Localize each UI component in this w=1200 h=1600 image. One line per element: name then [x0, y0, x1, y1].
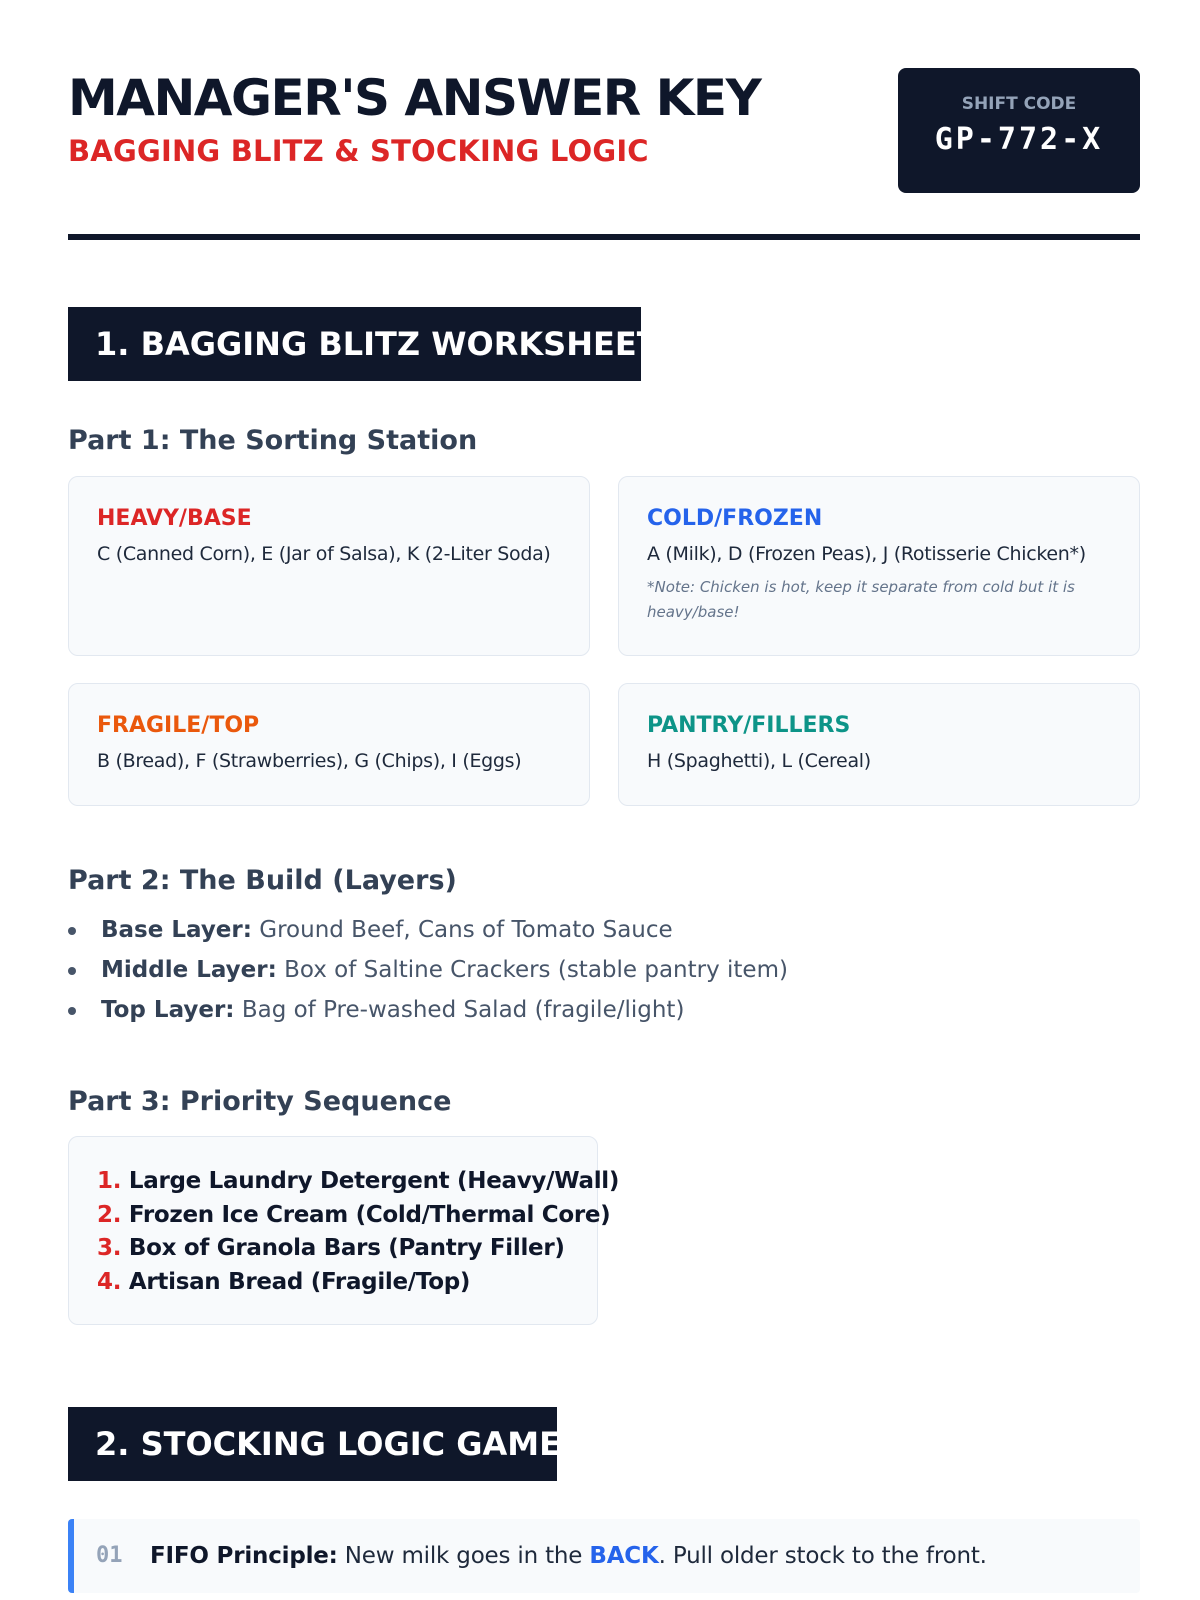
- shift-code-label: SHIFT CODE: [961, 94, 1077, 114]
- answer-key-page: [68, 0, 1140, 1600]
- priority-text: Artisan Bread (Fragile/Top): [128, 1268, 471, 1295]
- layer-items: Bag of Pre-washed Salad (fragile/light): [241, 997, 685, 1023]
- priority-text: Large Laundry Detergent (Heavy/Wall): [128, 1168, 620, 1194]
- priority-item: [97, 1266, 597, 1300]
- section-2-banner: 2. STOCKING LOGIC GAME: [68, 1407, 557, 1481]
- shift-code-value: GP-772-X: [934, 122, 1104, 157]
- page-subtitle: BAGGING BLITZ & STOCKING LOGIC: [68, 134, 649, 168]
- sorting-card-title: FRAGILE/TOP: [97, 713, 260, 738]
- part-3-heading: Part 3: Priority Sequence: [68, 1086, 452, 1117]
- priority-sequence-box: [68, 1136, 620, 1325]
- layer-name: Middle Layer:: [101, 957, 277, 983]
- sorting-card-title: PANTRY/FILLERS: [647, 713, 851, 738]
- bullet-icon: [68, 927, 76, 935]
- priority-number: 3.: [97, 1235, 122, 1261]
- priority-number: 4.: [97, 1268, 122, 1295]
- priority-item: [97, 1199, 611, 1233]
- part-2-heading: Part 2: The Build (Layers): [68, 865, 457, 896]
- bullet-icon: [68, 1007, 76, 1015]
- shift-code-badge: [898, 68, 1140, 193]
- rule-text-after: . Pull older stock to the front.: [658, 1543, 987, 1569]
- list-item: [68, 910, 968, 950]
- page-title: MANAGER'S ANSWER KEY: [68, 69, 761, 127]
- sorting-card-items: A (Milk), D (Frozen Peas), J (Rotisserie Chicken*): [647, 543, 1086, 565]
- sorting-card-items: H (Spaghetti), L (Cereal): [647, 750, 871, 772]
- layer-name: Base Layer:: [101, 917, 252, 943]
- page-header: [68, 68, 1140, 194]
- layer-name: Top Layer:: [101, 997, 235, 1023]
- priority-text: Frozen Ice Cream (Cold/Thermal Core): [128, 1201, 611, 1228]
- rule-label: FIFO Principle:: [150, 1543, 338, 1569]
- sorting-card-title: COLD/FROZEN: [647, 506, 823, 531]
- list-item: [68, 990, 968, 1030]
- part-1-heading: Part 1: The Sorting Station: [68, 425, 478, 456]
- sorting-card-cold: [618, 476, 1140, 656]
- layer-items: Box of Saltine Crackers (stable pantry item): [284, 957, 788, 983]
- bullet-icon: [68, 967, 76, 975]
- rule-number: 01: [96, 1543, 123, 1568]
- sorting-card-title: HEAVY/BASE: [97, 506, 252, 531]
- priority-number: 2.: [97, 1201, 122, 1228]
- build-layers-list: [68, 910, 968, 1030]
- list-item: [68, 950, 968, 990]
- priority-item: [97, 1165, 620, 1199]
- priority-text: Box of Granola Bars (Pantry Filler): [128, 1235, 565, 1261]
- rule-text-before: New milk goes in the: [344, 1543, 583, 1569]
- rule-emphasis: BACK: [589, 1543, 659, 1569]
- priority-number: 1.: [97, 1168, 122, 1194]
- sorting-card-heavy: [68, 476, 590, 656]
- section-1-banner: 1. BAGGING BLITZ WORKSHEET: [68, 307, 641, 381]
- layer-items: Ground Beef, Cans of Tomato Sauce: [259, 917, 673, 943]
- stocking-rule-card: [68, 1519, 1140, 1593]
- header-divider: [68, 234, 1140, 240]
- sorting-card-note: *Note: Chicken is hot, keep it separate from cold but it is heavy/base!: [647, 578, 1075, 621]
- sorting-card-fragile: [68, 683, 590, 806]
- sorting-card-pantry: [618, 683, 1140, 806]
- priority-item: [97, 1232, 597, 1266]
- rule-text: [150, 1519, 987, 1593]
- sorting-card-items: C (Canned Corn), E (Jar of Salsa), K (2-Liter Soda): [97, 543, 551, 565]
- sorting-card-items: B (Bread), F (Strawberries), G (Chips), I (Eggs): [97, 750, 522, 772]
